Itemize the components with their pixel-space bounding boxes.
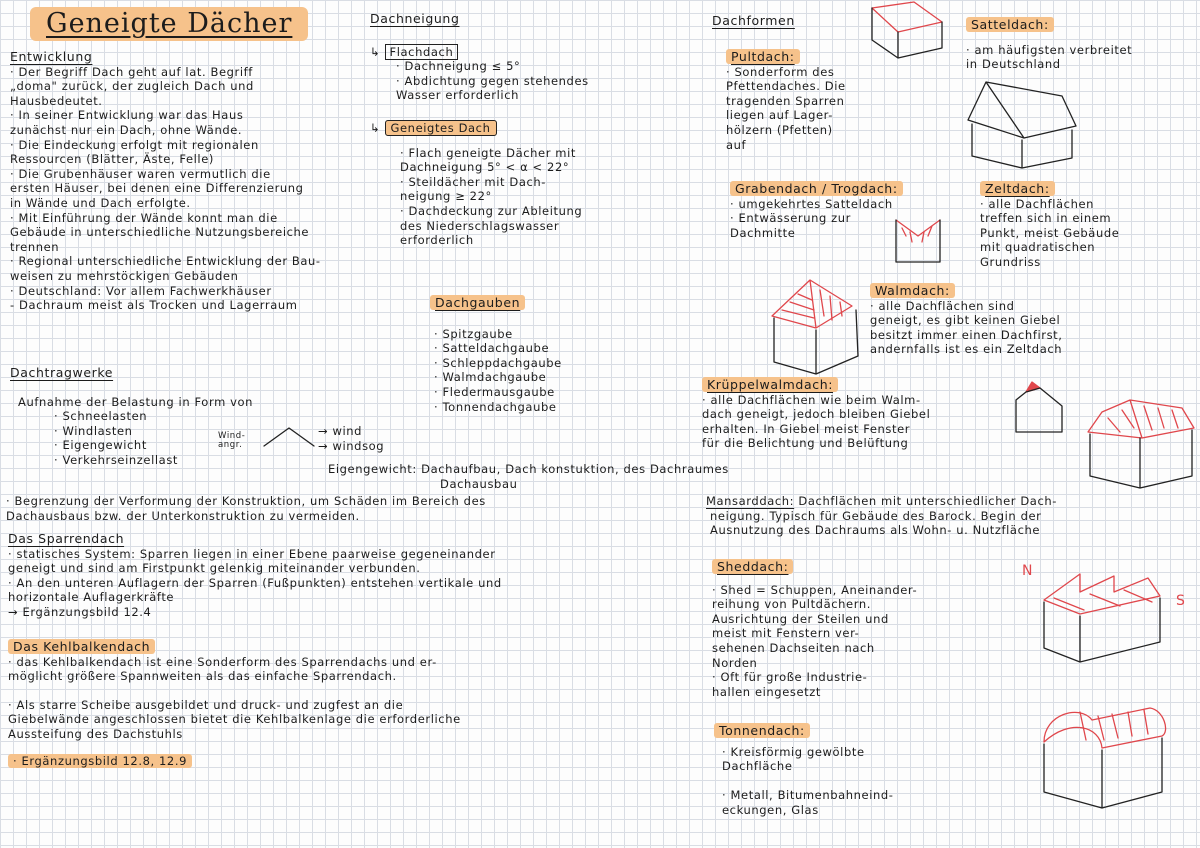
kehlbalkendach-section xyxy=(8,640,698,768)
mansarddach-sketch xyxy=(1082,398,1200,490)
entwicklung-line-16: - Dachraum meist als Trocken und Lagerraum xyxy=(10,298,298,313)
grabendach-line-0: · umgekehrtes Satteldach xyxy=(730,196,893,211)
kehlbalkendach-ref: · Ergänzungsbild 12.8, 12.9 xyxy=(8,754,192,768)
walmdach-line-3: andernfalls ist es ein Zeltdach xyxy=(870,342,1063,357)
pultdach-lines xyxy=(726,65,916,153)
eigengewicht-note: Eigengewicht: Dachaufbau, Dach konstuktion, des Dachraumes Dachausbau xyxy=(328,462,729,491)
tonnendach-line-2 xyxy=(722,774,1004,789)
geneigtes-dach-label: Geneigtes Dach xyxy=(385,120,497,136)
geneigtes-dach-line-2: · Steildächer mit Dach- xyxy=(400,174,547,189)
entwicklung-heading: Entwicklung xyxy=(10,49,93,64)
entwicklung-line-7: · Die Grubenhäuser waren vermutlich die xyxy=(10,166,271,181)
satteldach-label: Satteldach: xyxy=(966,17,1054,32)
pultdach-line-3: liegen auf Lager- xyxy=(726,108,833,123)
entwicklung-line-6: Ressourcen (Blätter, Äste, Felle) xyxy=(10,152,214,167)
entwicklung-line-13: · Regional unterschiedliche Entwicklung der Bau- xyxy=(10,254,321,269)
tonnendach-lines xyxy=(722,745,1004,818)
load-line-0: · Schneelasten xyxy=(54,409,148,424)
entwicklung-line-15: · Deutschland: Vor allem Fachwerkhäuser xyxy=(10,283,272,298)
entwicklung-line-8: ersten Häuser, bei denen eine Differenzierung xyxy=(10,181,304,196)
tonnendach-label: Tonnendach: xyxy=(714,723,810,738)
pultdach-line-4: hölzern (Pfetten) xyxy=(726,122,833,137)
pultdach-section xyxy=(726,50,916,152)
walmdach-sketch xyxy=(768,270,868,378)
kehlbalkendach-heading: Das Kehlbalkendach xyxy=(8,639,155,654)
walmdach-section xyxy=(870,284,1110,357)
dachgaube-line-2: · Schleppdachgaube xyxy=(434,355,562,370)
zeltdach-section xyxy=(980,182,1200,270)
kehlbalkendach-line-1: möglicht größere Spannweiten als das einfache Sparrendach. xyxy=(8,669,397,684)
dachneigung-section: Dachneigung ↳ Flachdach · Dachneigung ≤ 5° · Abdichtung gegen stehendes Wasser erforderlich ↳ Geneigtes Dach · Flach geneigte Dächer mit Dachneigung 5° < α < 22° · Steildächer mit Dach- neigung ≥ 22° · Dachdeckung zur Ableitung des Niederschlagswasser erforderlich xyxy=(370,12,690,248)
zeltdach-line-4: Grundriss xyxy=(980,254,1041,269)
entwicklung-line-1: „doma" zurück, der zugleich Dach und xyxy=(10,79,254,94)
dachformen-heading: Dachformen xyxy=(712,13,795,28)
dachgaube-line-3: · Walmdachgaube xyxy=(434,370,547,385)
satteldach-section xyxy=(966,18,1196,72)
sparrendach-line-4: → Ergänzungsbild 12.4 xyxy=(8,604,152,619)
flachdach-line-2: Wasser erforderlich xyxy=(396,88,520,103)
dachgauben-section xyxy=(430,296,690,414)
sparrendach-line-1: geneigt und sind am Firstpunkt gelenkig miteinander verbunden. xyxy=(8,561,421,576)
wind-right-labels: → wind → windsog xyxy=(318,424,385,453)
zeltdach-line-3: mit quadratischen xyxy=(980,240,1096,255)
sheddach-label: Sheddach: xyxy=(712,559,793,574)
kruppelwalmdach-line-1: dach geneigt, jedoch bleiben Giebel xyxy=(702,407,931,422)
load-line-3: · Verkehrseinzellast xyxy=(54,452,179,467)
wind-label: Wind- angr. xyxy=(218,431,246,450)
flachdach-lines xyxy=(396,59,690,103)
tonnendach-line-0: · Kreisförmig gewölbte xyxy=(722,744,865,759)
sheddach-line-2: Ausrichtung der Steilen und xyxy=(712,611,889,626)
flachdach-line-1: · Abdichtung gegen stehendes xyxy=(396,73,589,88)
entwicklung-line-2: Hausbedeutet. xyxy=(10,93,103,108)
mansarddach-line-1: neigung. Typisch für Gebäude des Barock. Begin der xyxy=(710,508,1042,523)
geneigtes-dach-line-3: neigung ≥ 22° xyxy=(400,189,492,204)
sheddach-lines xyxy=(712,583,1002,700)
kruppelwalmdach-line-3: für die Belichtung und Belüftung xyxy=(702,436,909,451)
dachtragwerke-section xyxy=(10,366,330,468)
kehlbalkendach-b-line-1: Giebelwände angeschlossen bietet die Kehlbalkenlage die erforderliche xyxy=(8,712,461,727)
sparrendach-lines xyxy=(8,547,698,620)
satteldach-sketch xyxy=(964,78,1084,170)
geneigtes-dach-line-1: Dachneigung 5° < α < 22° xyxy=(400,160,570,175)
pultdach-sketch xyxy=(868,0,958,62)
entwicklung-line-3: · In seiner Entwicklung war das Haus xyxy=(10,108,244,123)
walmdach-line-2: besitzt immer einen Dachfirst, xyxy=(870,327,1063,342)
pultdach-line-5: auf xyxy=(726,137,747,152)
kruppelwalmdach-section xyxy=(702,378,1022,451)
wind-roof-sketch xyxy=(262,426,316,448)
mansarddach-section xyxy=(706,494,1200,538)
zeltdach-label: Zeltdach: xyxy=(980,181,1055,196)
tonnendach-line-3: · Metall, Bitumenbahneind- xyxy=(722,788,894,803)
tonnendach-sketch xyxy=(1040,700,1170,812)
kehlbalkendach-lines xyxy=(8,655,698,684)
sheddach-line-7: hallen eingesetzt xyxy=(712,684,821,699)
grabendach-line-1: · Entwässerung zur xyxy=(730,211,851,226)
entwicklung-section xyxy=(10,50,370,313)
pultdach-line-2: tragenden Sparren xyxy=(726,93,845,108)
begrenzung-note: · Begrenzung der Verformung der Konstruktion, um Schäden im Bereich des Dachausbaus bzw. der Unterkonstruktion zu vermeiden. xyxy=(6,494,486,523)
entwicklung-line-10: · Mit Einführung der Wände konnt man die xyxy=(10,210,278,225)
dachneigung-heading: Dachneigung xyxy=(370,11,460,26)
dachtragwerke-intro: Aufnahme der Belastung in Form von xyxy=(18,394,254,409)
walmdach-label: Walmdach: xyxy=(870,283,955,298)
tonnendach-line-4: eckungen, Glas xyxy=(722,802,819,817)
walmdach-line-1: geneigt, es gibt keinen Giebel xyxy=(870,313,1061,328)
dachtragwerke-heading: Dachtragwerke xyxy=(10,365,114,380)
geneigtes-dach-line-0: · Flach geneigte Dächer mit xyxy=(400,145,576,160)
kehlbalkendach-b-line-0: · Als starre Scheibe ausgebildet und druck- und zugfest an die xyxy=(8,697,404,712)
zeltdach-lines xyxy=(980,197,1200,270)
entwicklung-line-11: Gebäude in unterschiedliche Nutzungsbereiche xyxy=(10,225,310,240)
sparrendach-section xyxy=(8,532,698,620)
mansarddach-line-2: Ausnutzung des Dachraums als Wohn- u. Nutzfläche xyxy=(710,523,1041,538)
north-label: N xyxy=(1022,563,1034,579)
satteldach-line-1: in Deutschland xyxy=(966,57,1061,72)
entwicklung-line-4: zunächst nur ein Dach, ohne Wände. xyxy=(10,122,243,137)
sparrendach-line-2: · An den unteren Auflagern der Sparren (Fußpunkten) entstehen vertikale und xyxy=(8,575,502,590)
zeltdach-line-0: · alle Dachflächen xyxy=(980,196,1095,211)
dachgaube-line-0: · Spitzgaube xyxy=(434,326,513,341)
kruppelwalmdach-line-2: erhalten. In Giebel meist Fenster xyxy=(702,421,911,436)
dachgaube-line-1: · Satteldachgaube xyxy=(434,341,550,356)
sparrendach-line-3: horizontale Auflagerkräfte xyxy=(8,590,175,605)
load-line-2: · Eigengewicht xyxy=(54,438,147,453)
dachgauben-list xyxy=(434,327,690,415)
tonnendach-section xyxy=(714,724,1004,818)
zeltdach-line-2: Punkt, meist Gebäude xyxy=(980,225,1120,240)
kruppelwalmdach-line-0: · alle Dachflächen wie beim Walm- xyxy=(702,392,921,407)
kruppelwalmdach-label: Krüppelwalmdach: xyxy=(702,377,838,392)
satteldach-lines xyxy=(966,43,1196,72)
entwicklung-lines xyxy=(10,65,370,313)
pultdach-line-0: · Sonderform des xyxy=(726,64,835,79)
sparrendach-heading: Das Sparrendach xyxy=(8,531,125,546)
page-title: Geneigte Dächer xyxy=(30,7,308,41)
tonnendach-line-1: Dachfläche xyxy=(722,759,793,774)
sheddach-line-6: · Oft für große Industrie- xyxy=(712,670,868,685)
walmdach-lines xyxy=(870,299,1110,357)
entwicklung-line-9: in Wände und Dach erfolgte. xyxy=(10,195,191,210)
load-line-1: · Windlasten xyxy=(54,423,133,438)
geneigtes-dach-line-6: erforderlich xyxy=(400,233,474,248)
flachdach-line-0: · Dachneigung ≤ 5° xyxy=(396,59,521,74)
dachformen-heading-wrap xyxy=(712,14,795,29)
sparrendach-line-0: · statisches System: Sparren liegen in einer Ebene paarweise gegeneinander xyxy=(8,546,496,561)
zeltdach-line-1: treffen sich in einem xyxy=(980,211,1112,226)
entwicklung-line-14: weisen zu mehrstöckigen Gebäuden xyxy=(10,268,239,283)
sheddach-line-0: · Shed = Schuppen, Aneinander- xyxy=(712,582,918,597)
sheddach-line-5: Norden xyxy=(712,655,758,670)
dachgauben-heading: Dachgauben xyxy=(430,295,525,310)
dachgaube-line-5: · Tonnendachgaube xyxy=(434,399,557,414)
mansarddach-label: Mansarddach: xyxy=(706,494,795,508)
sheddach-sketch xyxy=(1040,570,1170,670)
pultdach-label: Pultdach: xyxy=(726,49,800,64)
kehlbalkendach-b-line-2: Aussteifung des Dachstuhls xyxy=(8,726,183,741)
grabendach-line-2: Dachmitte xyxy=(730,225,796,240)
south-label: S xyxy=(1176,593,1186,609)
entwicklung-line-0: · Der Begriff Dach geht auf lat. Begriff xyxy=(10,64,253,79)
flachdach-label: Flachdach xyxy=(385,44,459,60)
sheddach-section xyxy=(712,560,1002,699)
kruppelwalmdach-sketch xyxy=(1012,378,1072,442)
grabendach-label: Grabendach / Trogdach: xyxy=(730,181,903,196)
sheddach-line-3: meist mit Fenstern ver- xyxy=(712,626,860,641)
sheddach-line-4: sehenen Dachseiten nach xyxy=(712,640,875,655)
kehlbalkendach-lines-2 xyxy=(8,698,698,742)
satteldach-line-0: · am häufigsten verbreitet xyxy=(966,42,1133,57)
geneigtes-dach-line-4: · Dachdeckung zur Ableitung xyxy=(400,203,583,218)
kruppelwalmdach-lines xyxy=(702,393,1022,451)
entwicklung-line-5: · Die Eindeckung erfolgt mit regionalen xyxy=(10,137,259,152)
sheddach-line-1: reihung von Pultdächern. xyxy=(712,597,871,612)
grabendach-sketch xyxy=(892,214,952,272)
pultdach-line-1: Pfettendaches. Die xyxy=(726,79,846,94)
walmdach-line-0: · alle Dachflächen sind xyxy=(870,298,1015,313)
geneigtes-dach-line-5: des Niederschlagswasser xyxy=(400,218,560,233)
kehlbalkendach-line-0: · das Kehlbalkendach ist eine Sonderform des Sparrendachs und er- xyxy=(8,654,437,669)
dachgaube-line-4: · Fledermausgaube xyxy=(434,384,555,399)
geneigtes-dach-lines xyxy=(400,146,690,248)
mansarddach-line-0: Dachflächen mit unterschiedlicher Dach- xyxy=(798,494,1058,508)
entwicklung-line-12: trennen xyxy=(10,239,60,254)
